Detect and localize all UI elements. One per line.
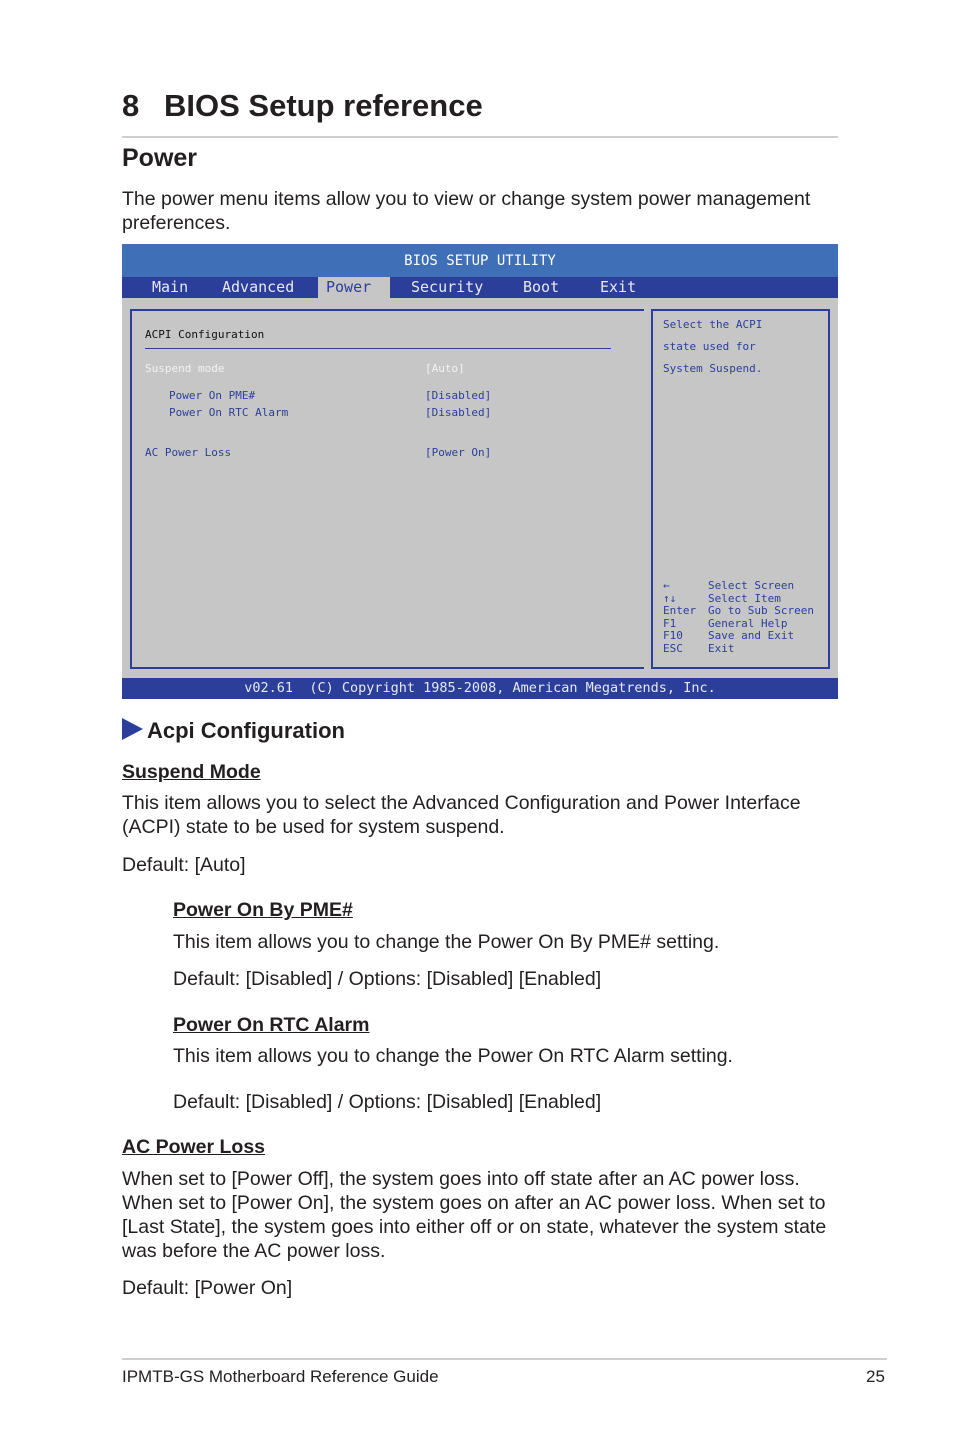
- bios-value-ac-power-loss[interactable]: [Power On]: [425, 446, 492, 459]
- suspend-mode-heading: Suspend Mode: [122, 761, 261, 783]
- bios-footer-bar: v02.61 (C) Copyright 1985-2008, American Megatrends, Inc.: [122, 678, 838, 699]
- power-on-rtc-heading: Power On RTC Alarm: [173, 1014, 370, 1036]
- bios-value-power-on-pme[interactable]: [Disabled]: [425, 389, 492, 402]
- footer-guide-title: IPMTB-GS Motherboard Reference Guide: [122, 1367, 439, 1386]
- power-on-rtc-text: This item allows you to change the Power On RTC Alarm setting.: [173, 1045, 733, 1067]
- bios-title-bar: BIOS SETUP UTILITY: [122, 244, 838, 277]
- page-number: 25: [866, 1367, 885, 1386]
- bios-key: ESC: [663, 641, 683, 655]
- power-on-pme-text: This item allows you to change the Power On By PME# setting.: [173, 931, 720, 953]
- bios-help-line: state used for: [663, 340, 756, 353]
- bios-menu-bar: [122, 277, 838, 298]
- bios-item-suspend-mode[interactable]: Suspend mode: [145, 362, 225, 375]
- bios-item-power-on-pme[interactable]: Power On PME#: [169, 389, 256, 402]
- section-intro: The power menu items allow you to view or change system power management preferences.: [122, 188, 811, 234]
- bios-key-desc: Save and Exit: [708, 629, 795, 642]
- bios-tab-main[interactable]: Main: [152, 278, 189, 296]
- triangle-right-icon: [122, 718, 143, 740]
- bios-section-divider: [145, 348, 611, 349]
- section-title: Power: [122, 144, 198, 172]
- subsection-title: Acpi Configuration: [147, 718, 345, 743]
- bios-key-desc: General Help: [708, 616, 788, 630]
- suspend-mode-default: Default: [Auto]: [122, 854, 246, 876]
- bios-panel-gap: [644, 309, 649, 669]
- bios-key: Enter: [663, 604, 697, 617]
- power-on-pme-heading: Power On By PME#: [173, 899, 353, 921]
- up-down-arrow-icon: ↑↓: [663, 591, 677, 605]
- left-arrow-icon: ←: [663, 579, 670, 592]
- bios-tab-exit[interactable]: Exit: [600, 278, 637, 296]
- bios-key-row: [663, 643, 735, 656]
- bios-help-panel: [651, 309, 830, 669]
- bios-key-desc: Go to Sub Screen: [708, 604, 814, 617]
- bios-key: F10: [663, 629, 683, 642]
- bios-key-desc: Select Item: [708, 591, 781, 605]
- power-on-rtc-default: Default: [Disabled] / Options: [Disabled] [Enabled]: [173, 1091, 602, 1113]
- chapter-title-text: BIOS Setup reference: [164, 88, 483, 123]
- bios-help-line: Select the ACPI: [663, 318, 763, 331]
- ac-power-loss-default: Default: [Power On]: [122, 1277, 293, 1299]
- bios-tab-security[interactable]: Security: [411, 278, 484, 296]
- bios-main-panel: [130, 309, 646, 669]
- bios-tab-boot[interactable]: Boot: [523, 278, 560, 296]
- footer-rule: [122, 1358, 887, 1360]
- bios-value-power-on-rtc[interactable]: [Disabled]: [425, 406, 492, 419]
- bios-item-power-on-rtc[interactable]: Power On RTC Alarm: [169, 406, 289, 419]
- bios-key-desc: Exit: [708, 641, 735, 655]
- bios-help-line: System Suspend.: [663, 362, 763, 375]
- chapter-title: [122, 88, 483, 124]
- heading-rule: [122, 136, 838, 138]
- bios-section-label: ACPI Configuration: [145, 328, 265, 341]
- bios-value-suspend-mode[interactable]: [Auto]: [425, 362, 465, 375]
- suspend-mode-text: This item allows you to select the Advanced Configuration and Power Interface (ACPI) state to be used for system suspend.: [122, 792, 801, 838]
- power-on-pme-default: Default: [Disabled] / Options: [Disabled] [Enabled]: [173, 968, 602, 990]
- bios-key: F1: [663, 616, 677, 630]
- ac-power-loss-heading: AC Power Loss: [122, 1136, 266, 1158]
- chapter-number: 8: [122, 88, 140, 123]
- ac-power-loss-text: When set to [Power Off], the system goes into off state after an AC power loss. When set to [Power On], the system goes on after an AC power loss. When set to [Last State], the system goes into either off or on state, whatever the system state was before the AC power loss.: [122, 1168, 827, 1262]
- bios-tab-power[interactable]: Power: [318, 277, 390, 298]
- bios-screenshot: [122, 244, 838, 699]
- bios-key-desc: Select Screen: [708, 579, 795, 592]
- bios-item-ac-power-loss[interactable]: AC Power Loss: [145, 446, 232, 459]
- bios-tab-advanced[interactable]: Advanced: [222, 278, 295, 296]
